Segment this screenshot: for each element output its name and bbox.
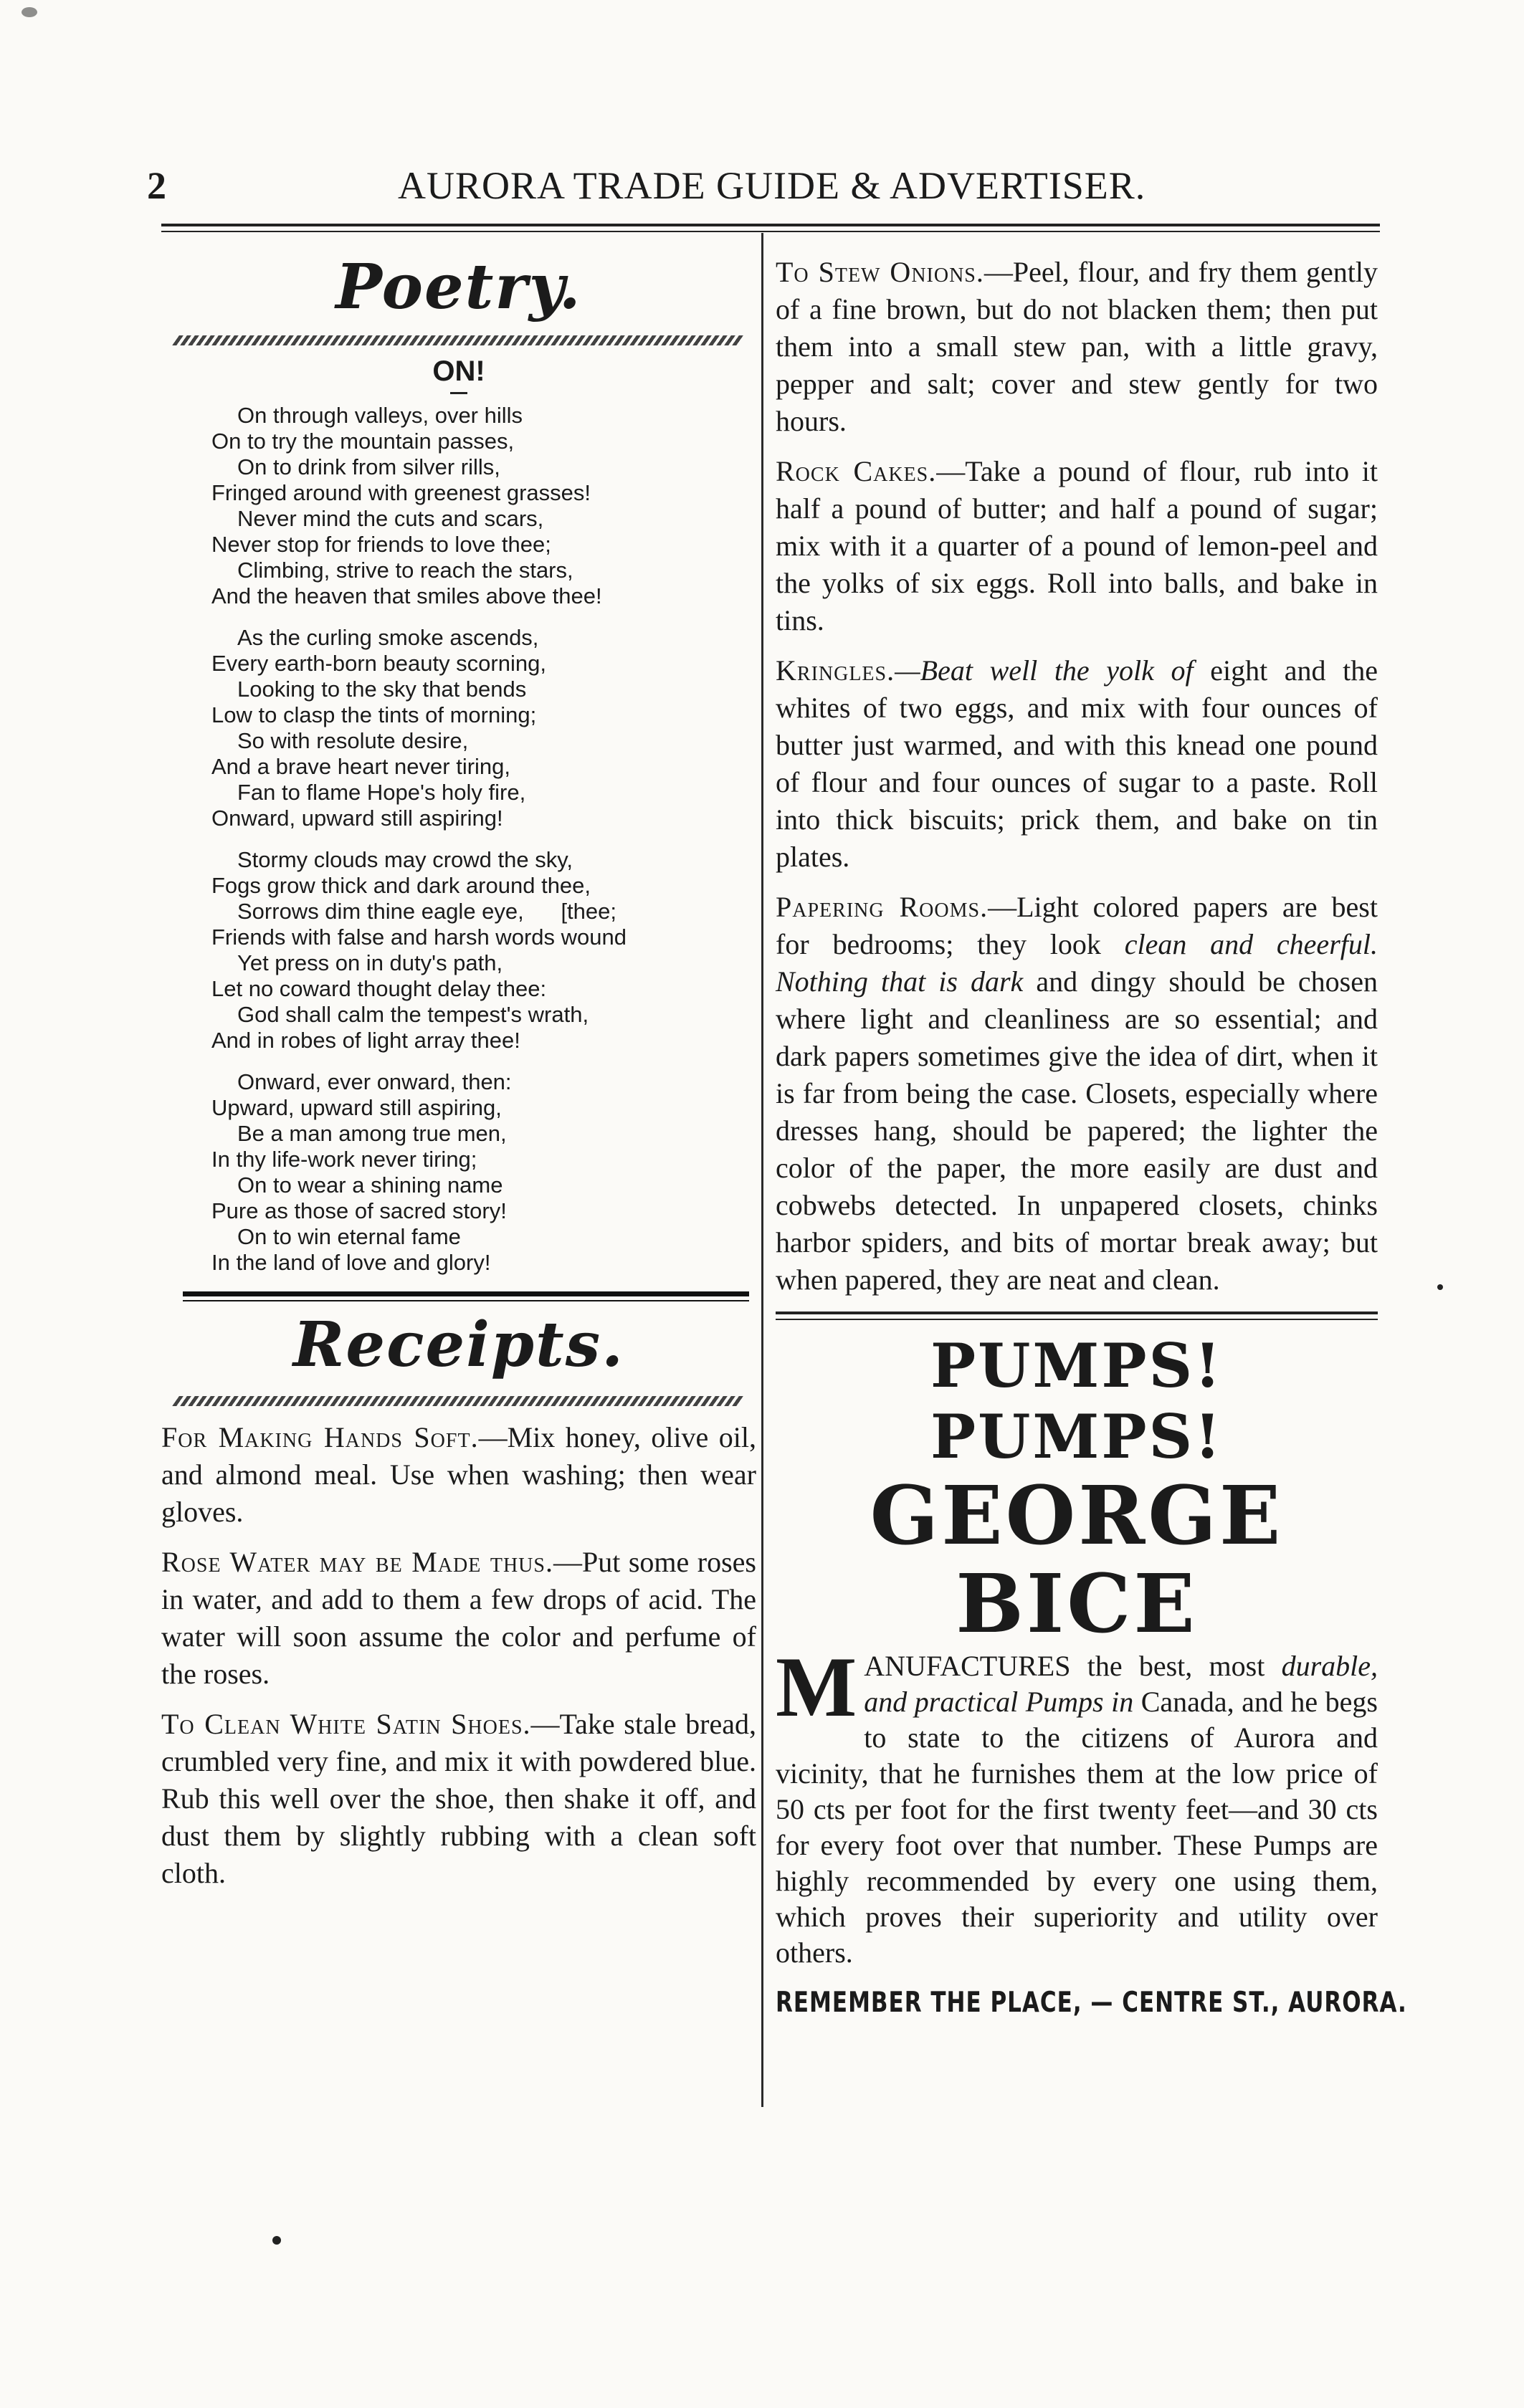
poem-line: As the curling smoke ascends, bbox=[237, 625, 539, 650]
poem-line: On to wear a shining name bbox=[237, 1172, 503, 1198]
poem-line: Every earth-born beauty scorning, bbox=[211, 651, 546, 676]
ad-business-name: GEORGE BICE bbox=[870, 1469, 1284, 1652]
column-divider bbox=[761, 233, 763, 2107]
poem-stanza bbox=[211, 625, 756, 831]
recipe-italic-text: —Beat well the yolk of bbox=[895, 654, 1194, 687]
poem-line: Looking to the sky that bends bbox=[237, 677, 527, 702]
recipe-text: —Take a pound of flour, rub into it half a pound of butter; and half a pound of sugar; mix with it a quarter of a pound of lemon-peel and the yolks of six eggs. Roll into balls, and bake in tins. bbox=[776, 455, 1378, 636]
poem-line: Pure as those of sacred story! bbox=[211, 1198, 507, 1223]
wavy-rule bbox=[172, 335, 746, 345]
ink-dot bbox=[1437, 1284, 1443, 1290]
scan-speck bbox=[22, 7, 37, 17]
recipe-heading: To Stew Onions. bbox=[776, 256, 984, 288]
poem-line: Let no coward thought delay thee: bbox=[211, 976, 547, 1001]
recipe-rock-cakes bbox=[776, 453, 1378, 639]
poem-line: Yet press on in duty's path, bbox=[237, 950, 503, 975]
poem-title: ON! bbox=[432, 355, 485, 387]
poem-line: Never mind the cuts and scars, bbox=[237, 506, 544, 531]
recipe-text: —Light colored papers are best for bedrooms; they look bbox=[776, 891, 1378, 960]
poem-line: Be a man among true men, bbox=[237, 1121, 507, 1146]
poem-line: On through valleys, over hills bbox=[237, 403, 523, 428]
poem-line: On to drink from silver rills, bbox=[237, 454, 500, 479]
recipe-papering-rooms bbox=[776, 889, 1378, 1299]
recipe-italic-text: clean and cheerful. Nothing that is dark bbox=[776, 928, 1378, 998]
ad-text: Canada, and he begs to state to the citizens of Aurora and vicinity, that he furnishes them at the low price of 50 cts per foot for the first twenty feet—and 30 cts for every foot over that number. These Pumps are highly recommended by every one using them, which proves their superiority and utility over others. bbox=[776, 1686, 1378, 1969]
receipts-heading: Receipts. bbox=[292, 1309, 625, 1381]
poem-line: And a brave heart never tiring, bbox=[211, 754, 511, 779]
recipe-text: —Peel, flour, and fry them gently of a fine brown, but do not blacken them; then put them into a small stew pan, with a little gravy, pepper and salt; cover and stew gently for two hours. bbox=[776, 256, 1378, 437]
poem-line: On to win eternal fame bbox=[237, 1224, 461, 1249]
ad-body bbox=[776, 1639, 1378, 1971]
poem-stanza bbox=[211, 847, 756, 1054]
recipe-stew-onions bbox=[776, 254, 1378, 440]
recipe-text: —Mix honey, olive oil, and almond meal. Use when washing; then wear gloves. bbox=[161, 1421, 756, 1528]
right-column bbox=[776, 229, 1407, 2020]
recipe-heading: To Clean White Satin Shoes. bbox=[161, 1708, 531, 1740]
recipe-text: eight and the whites of two eggs, and mix with four ounces of butter just warmed, and with this knead one pound of flour and four ounces of sugar to a paste. Roll into thick biscuits; prick them, and bake on tin plates. bbox=[776, 654, 1378, 873]
recipe-heading: Kringles. bbox=[776, 654, 895, 687]
recipe-heading: For Making Hands Soft. bbox=[161, 1421, 479, 1453]
poem-line: And in robes of light array thee! bbox=[211, 1028, 520, 1053]
ad-text: ANUFACTURES the best, most bbox=[864, 1650, 1282, 1683]
section-rule bbox=[183, 1291, 749, 1301]
poem-stanza bbox=[211, 1069, 756, 1276]
page-number: 2 bbox=[147, 164, 167, 207]
poem-line: Onward, upward still aspiring! bbox=[211, 806, 503, 831]
recipe-satin-shoes bbox=[161, 1706, 756, 1892]
running-title: AURORA TRADE GUIDE & ADVERTISER. bbox=[398, 164, 1146, 207]
poem-line: So with resolute desire, bbox=[237, 728, 469, 753]
poem-line: In thy life-work never tiring; bbox=[211, 1147, 477, 1172]
recipe-hands-soft bbox=[161, 1419, 756, 1531]
poem-line: Stormy clouds may crowd the sky, bbox=[237, 847, 573, 872]
recipe-text: —Take stale bread, crumbled very fine, and mix it with powdered blue. Rub this well over the shoe, then shake it off, and dust them by slightly rubbing with a clean soft cloth. bbox=[161, 1708, 757, 1889]
poem-line: God shall calm the tempest's wrath, bbox=[237, 1002, 589, 1027]
recipe-heading: Papering Rooms. bbox=[776, 891, 989, 923]
poem-line: In the land of love and glory! bbox=[211, 1250, 491, 1275]
ad-footer: REMEMBER THE PLACE, — CENTRE ST., AURORA. bbox=[776, 1987, 1407, 2020]
recipe-kringles bbox=[776, 652, 1378, 876]
ad-headline: PUMPS! PUMPS! bbox=[930, 1330, 1224, 1472]
recipe-heading: Rock Cakes. bbox=[776, 455, 937, 487]
page-header bbox=[147, 163, 1380, 214]
poem-line: Sorrows dim thine eagle eye, [thee; bbox=[237, 899, 616, 924]
poem-title-rule bbox=[450, 392, 467, 394]
ink-dot bbox=[272, 2236, 281, 2245]
poem-line: Onward, ever onward, then: bbox=[237, 1069, 512, 1094]
poem-line: Low to clasp the tints of morning; bbox=[211, 702, 537, 727]
recipe-text: and dingy should be chosen where light and cleanliness are so essential; and dark papers sometimes give the idea of dirt, when it is far from being the case. Closets, especially where dresses hang, should be papered; the lighter the color of the paper, the more easily are dust and cobwebs detected. In unpapered closets, chinks harbor spiders, and bits of mortar break away; but when papered, they are neat and clean. bbox=[776, 965, 1378, 1296]
poem-line: Fogs grow thick and dark around thee, bbox=[211, 873, 591, 898]
poem-line: On to try the mountain passes, bbox=[211, 429, 515, 454]
ad-dropcap: M bbox=[776, 1639, 857, 1735]
recipe-rose-water bbox=[161, 1544, 756, 1693]
poem-line: Upward, upward still aspiring, bbox=[211, 1095, 502, 1120]
poem-line: Friends with false and harsh words wound bbox=[211, 924, 627, 950]
poem-stanza bbox=[211, 403, 756, 609]
left-column bbox=[161, 229, 756, 1905]
poem-line: Fringed around with greenest grasses! bbox=[211, 480, 591, 505]
poem-line: Fan to flame Hope's holy fire, bbox=[237, 780, 526, 805]
ad-italic-text: durable, and practical Pumps in bbox=[864, 1650, 1378, 1719]
wavy-rule bbox=[172, 1396, 746, 1406]
recipe-text: —Put some roses in water, and add to them a few drops of acid. The water will soon assume the color and perfume of the roses. bbox=[161, 1546, 756, 1690]
ad-rule bbox=[776, 1312, 1378, 1320]
poem-line: Climbing, strive to reach the stars, bbox=[237, 558, 573, 583]
poetry-heading: Poetry. bbox=[335, 251, 582, 323]
poem-line: And the heaven that smiles above thee! bbox=[211, 583, 602, 608]
poem-line: Never stop for friends to love thee; bbox=[211, 532, 551, 557]
recipe-heading: Rose Water may be Made thus. bbox=[161, 1546, 553, 1578]
